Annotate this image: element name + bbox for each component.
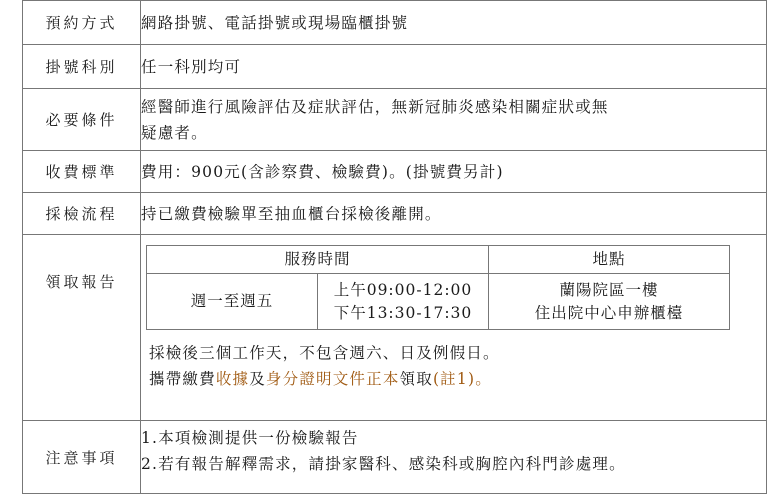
report-table-header [147, 246, 730, 274]
row-fees [23, 151, 767, 193]
note2-reference: (註1) [432, 370, 476, 388]
row-report [23, 235, 767, 421]
service-times [318, 274, 489, 330]
value-fees: 費用：900元(含診察費、檢驗費)。(掛號費另計) [141, 151, 767, 193]
report-hours-table [146, 245, 730, 330]
label-process: 採檢流程 [23, 193, 141, 235]
row-process [23, 193, 767, 235]
note2-prefix: 攜帶繳費 [149, 370, 216, 388]
row-booking [23, 1, 767, 45]
header-location: 地點 [489, 246, 730, 274]
label-notes: 注意事項 [23, 421, 141, 494]
requirements-line-1: 經醫師進行風險評估及症狀評估，無新冠肺炎感染相關症狀或無 [141, 97, 609, 116]
value-department: 任一科別均可 [141, 45, 767, 89]
info-table [22, 0, 767, 494]
time-morning: 上午09:00-12:00 [333, 280, 473, 299]
label-booking: 預約方式 [23, 1, 141, 45]
value-booking: 網路掛號、電話掛號或現場臨櫃掛號 [141, 1, 767, 45]
row-requirements [23, 89, 767, 151]
label-fees: 收費標準 [23, 151, 141, 193]
header-service-time: 服務時間 [147, 246, 489, 274]
report-notes [141, 330, 766, 392]
requirements-line-2: 疑慮者。 [141, 123, 208, 142]
row-department [23, 45, 767, 89]
label-requirements: 必要條件 [23, 89, 141, 151]
note2-suffix: 領取 [399, 370, 433, 388]
value-report [141, 235, 767, 421]
value-requirements [141, 89, 767, 151]
note2-id-document: 身分證明文件正本 [265, 370, 400, 388]
report-table-wrap [141, 235, 766, 330]
service-days: 週一至週五 [147, 274, 318, 330]
note2-and: 及 [249, 370, 266, 388]
notes-item-1: 1.本項檢測提供一份檢驗報告 [141, 429, 359, 447]
label-report: 領取報告 [23, 235, 141, 421]
label-department: 掛號科別 [23, 45, 141, 89]
location-line-2: 住出院中心申辦櫃檯 [534, 303, 684, 322]
value-notes [141, 421, 767, 494]
location-line-1: 蘭陽院區一樓 [559, 280, 659, 299]
time-afternoon: 下午13:30-17:30 [333, 303, 473, 322]
row-notes [23, 421, 767, 494]
report-note-1: 採檢後三個工作天，不包含週六、日及例假日。 [149, 344, 500, 362]
note2-end: 。 [475, 370, 492, 388]
notes-item-2: 2.若有報告解釋需求，請掛家醫科、感染科或胸腔內科門診處理。 [141, 455, 626, 473]
value-process: 持已繳費檢驗單至抽血櫃台採檢後離開。 [141, 193, 767, 235]
note2-receipt: 收據 [215, 370, 250, 388]
report-table-row [147, 274, 730, 330]
report-note-2 [149, 366, 766, 392]
service-location [489, 274, 730, 330]
